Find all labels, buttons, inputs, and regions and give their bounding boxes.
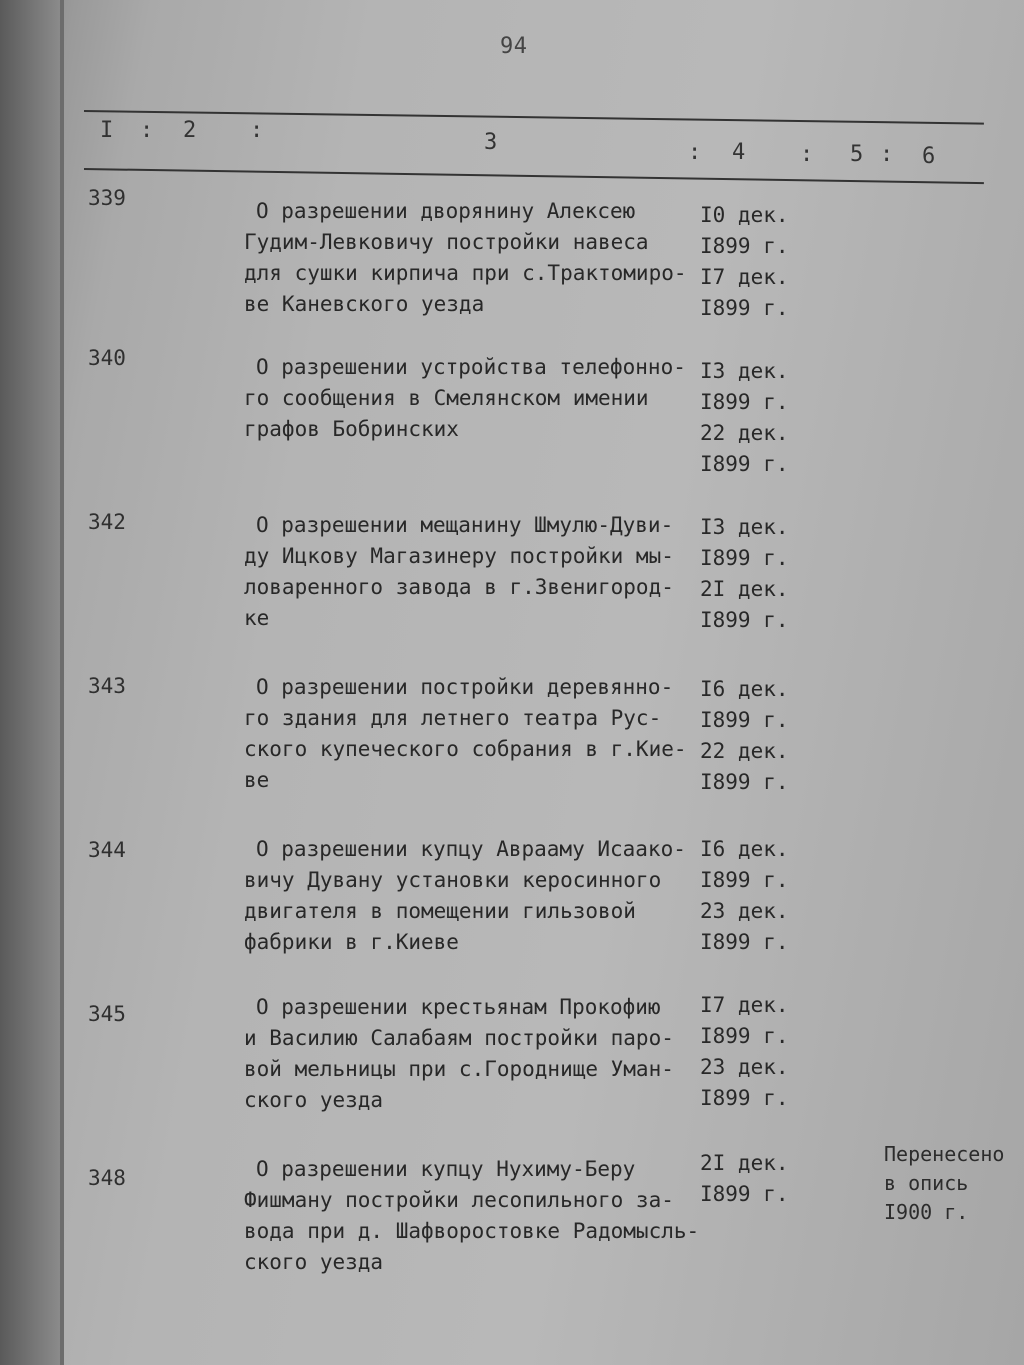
desc-line: ке	[244, 606, 270, 630]
date-line: I899 г.	[700, 608, 789, 632]
desc-line: О разрешении дворянину Алексею	[256, 199, 636, 223]
entry-dates	[700, 512, 788, 636]
desc-line: ского уезда	[244, 1250, 384, 1274]
desc-line: и Василию Салабаям постройки паро-	[244, 1026, 674, 1050]
date-line: I899 г.	[700, 868, 789, 892]
entry-dates	[700, 834, 788, 958]
desc-line: вой мельницы при с.Городнище Уман-	[244, 1057, 674, 1081]
entry-dates	[700, 356, 788, 480]
entry-number: 344	[88, 838, 126, 862]
date-line: 23 дек.	[700, 899, 789, 923]
header-sep-5: :	[880, 142, 894, 167]
desc-line: го здания для летнего театра Рус-	[244, 706, 662, 730]
date-line: I899 г.	[700, 930, 789, 954]
header-col-2: 2	[183, 118, 197, 143]
header-col-1: I	[100, 118, 114, 143]
note-line: I900 г.	[884, 1200, 969, 1224]
date-line: I899 г.	[700, 708, 789, 732]
desc-line: для сушки кирпича при с.Трактомиро-	[244, 261, 687, 285]
date-line: I899 г.	[700, 390, 789, 414]
date-line: 2I дек.	[700, 577, 789, 601]
entry-dates	[700, 1148, 788, 1210]
desc-line: ского уезда	[244, 1088, 384, 1112]
binding-edge	[60, 0, 64, 1365]
entry-description	[244, 1154, 704, 1278]
desc-line: О разрешении купцу Аврааму Исаако-	[256, 837, 686, 861]
desc-line: О разрешении купцу Нухиму-Беру	[256, 1157, 636, 1181]
desc-line: Гудим-Левковичу постройки навеса	[244, 230, 649, 254]
entry-number: 340	[88, 346, 126, 370]
date-line: I0 дек.	[700, 203, 789, 227]
desc-line: вода при д. Шафворостовке Радомысль-	[244, 1219, 700, 1243]
note-line: в опись	[884, 1171, 969, 1195]
date-line: 2I дек.	[700, 1151, 789, 1175]
date-line: 23 дек.	[700, 1055, 789, 1079]
header-bottom-rule	[84, 168, 984, 184]
date-line: I6 дек.	[700, 677, 789, 701]
date-line: 22 дек.	[700, 421, 789, 445]
date-line: I3 дек.	[700, 515, 789, 539]
entry-description	[244, 196, 704, 320]
desc-line: двигателя в помещении гильзовой	[244, 899, 636, 923]
entry-description	[244, 352, 704, 445]
header-col-6: 6	[922, 144, 936, 169]
header-col-5: 5	[850, 142, 864, 167]
header-col-3: 3	[484, 130, 498, 155]
date-line: I899 г.	[700, 296, 789, 320]
date-line: I899 г.	[700, 770, 789, 794]
desc-line: ду Ицкову Магазинеру постройки мы-	[244, 544, 674, 568]
page-number: 94	[500, 34, 528, 59]
date-line: I899 г.	[700, 546, 789, 570]
date-line: I899 г.	[700, 452, 789, 476]
desc-line: О разрешении крестьянам Прокофию	[256, 995, 661, 1019]
desc-line: ского купеческого собрания в г.Кие-	[244, 737, 687, 761]
desc-line: графов Бобринских	[244, 417, 459, 441]
desc-line: О разрешении постройки деревянно-	[256, 675, 674, 699]
header-sep-4: :	[800, 142, 814, 167]
entry-note	[884, 1140, 1004, 1227]
entry-dates	[700, 200, 788, 324]
date-line: I899 г.	[700, 1086, 789, 1110]
date-line: I899 г.	[700, 1024, 789, 1048]
date-line: I3 дек.	[700, 359, 789, 383]
desc-line: ве	[244, 768, 270, 792]
header-sep-3: :	[688, 140, 702, 165]
entry-description	[244, 672, 704, 796]
entry-dates	[700, 990, 788, 1114]
desc-line: О разрешении устройства телефонно-	[256, 355, 686, 379]
desc-line: Фишману постройки лесопильного за-	[244, 1188, 674, 1212]
page-binding	[0, 0, 64, 1365]
header-sep-2: :	[250, 118, 264, 143]
date-line: I7 дек.	[700, 993, 789, 1017]
desc-line: фабрики в г.Киеве	[244, 930, 459, 954]
entry-number: 343	[88, 674, 126, 698]
header-sep-1: :	[140, 118, 154, 143]
header-top-rule	[84, 110, 984, 125]
entry-number: 345	[88, 1002, 126, 1026]
desc-line: ловаренного завода в г.Звенигород-	[244, 575, 674, 599]
entry-number: 339	[88, 186, 126, 210]
desc-line: го сообщения в Смелянском имении	[244, 386, 649, 410]
entry-dates	[700, 674, 788, 798]
date-line: I7 дек.	[700, 265, 789, 289]
entry-number: 342	[88, 510, 126, 534]
date-line: I6 дек.	[700, 837, 789, 861]
entry-description	[244, 510, 704, 634]
note-line: Перенесено	[884, 1142, 1005, 1166]
entry-description	[244, 834, 704, 958]
entry-number: 348	[88, 1166, 126, 1190]
date-line: I899 г.	[700, 234, 789, 258]
desc-line: вичу Дувану установки керосинного	[244, 868, 662, 892]
desc-line: ве Каневского уезда	[244, 292, 485, 316]
header-col-4: 4	[732, 140, 746, 165]
date-line: I899 г.	[700, 1182, 789, 1206]
date-line: 22 дек.	[700, 739, 789, 763]
desc-line: О разрешении мещанину Шмулю-Дуви-	[256, 513, 674, 537]
entry-description	[244, 992, 704, 1116]
